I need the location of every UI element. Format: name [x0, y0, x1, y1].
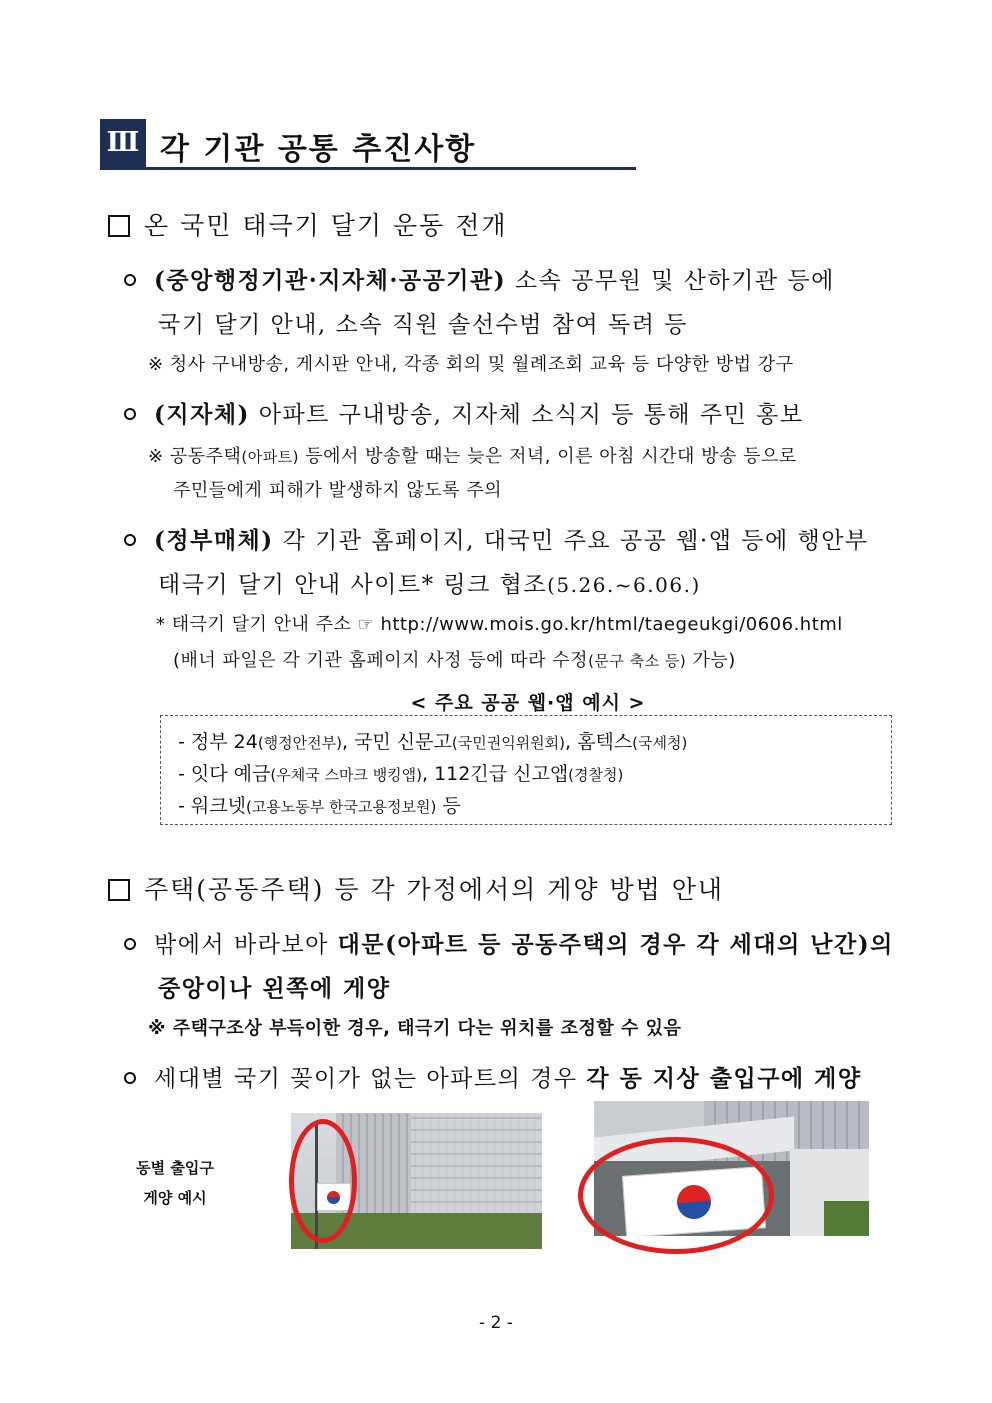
part2-item1-bold-a: 대문(아파트 등 공동주택의 경우 각 세대의 난간)의: [337, 931, 894, 958]
item2-note-a2: (아파트): [241, 448, 300, 466]
part2-item1: [124, 926, 894, 959]
example-segment: (국세청): [632, 734, 688, 752]
checkbox-square-icon: [108, 215, 130, 237]
item1-text-b: 국기 달기 안내, 소속 직원 솔선수범 참여 독려 등: [158, 312, 688, 338]
example-segment: , 홈텍스: [565, 731, 633, 753]
checkbox-square-icon: [108, 879, 130, 901]
section-number: Ⅲ: [100, 119, 146, 167]
highlight-ring-1: [289, 1119, 357, 1243]
part1-item1: [124, 262, 835, 295]
examples-title: < 주요 공공 웹·앱 예시 >: [410, 692, 646, 714]
item3-note-a: * 태극기 달기 안내 주소 ☞ http://www.mois.go.kr/html/taegeukgi/0606.html: [156, 614, 843, 635]
part2-item1-note: ※ 주택구조상 부득이한 경우, 태극기 다는 위치를 조정할 수 있음: [148, 1018, 682, 1039]
part2-item2: [124, 1060, 862, 1093]
item3-lead: (정부매체): [154, 527, 274, 554]
item3-text-b: 태극기 달기 안내 사이트* 링크 협조: [158, 572, 548, 598]
highlight-ring-2: [578, 1137, 774, 1254]
part1-item3: [124, 522, 869, 555]
part2-heading-text: 주택(공동주택) 등 각 가정에서의 게양 방법 안내: [144, 875, 725, 904]
example-segment: (행정안전부): [257, 734, 342, 752]
example-segment: - 정부 24: [178, 731, 258, 753]
bullet-circle-icon: [124, 274, 136, 286]
item3-note-b: [173, 646, 736, 672]
example-segment: - 잇다 예금: [178, 763, 271, 785]
item3-note-b1: (배너 파일은 각 기관 홈페이지 사정 등에 따라 수정: [173, 650, 589, 671]
bullet-circle-icon: [124, 1072, 136, 1084]
item3-note-b3: 가능): [686, 650, 736, 671]
part1-heading-text: 온 국민 태극기 달기 운동 전개: [144, 211, 508, 240]
section-title: 각 기관 공통 추진사항: [160, 132, 477, 167]
item3-note-b2: (문구 축소 등): [588, 652, 687, 670]
item3-text-a: 각 기관 홈페이지, 대국민 주요 공공 웹·앱 등에 행안부: [273, 528, 869, 554]
item2-lead: (지자체): [154, 401, 250, 428]
item3-text-b-line: [158, 566, 701, 599]
section-rule: [100, 167, 636, 170]
part2-item2-text: 세대별 국기 꽂이가 없는 아파트의 경우: [154, 1066, 587, 1092]
part2-heading: [108, 870, 724, 906]
photo-caption-b: 게양 예시: [143, 1189, 207, 1207]
example-segment: - 워크넷: [178, 795, 246, 817]
example-segment: (국민권익위원회): [451, 734, 566, 752]
example-segment: (경찰청): [568, 766, 624, 784]
bullet-circle-icon: [124, 534, 136, 546]
part2-item1-text-a: 밖에서 바라보아: [154, 932, 338, 958]
part2-item2-bold: 각 동 지상 출입구에 게양: [586, 1065, 862, 1092]
examples-line-1: [178, 727, 687, 754]
bullet-circle-icon: [124, 938, 136, 950]
example-segment: , 112긴급 신고앱: [422, 763, 569, 785]
part1-heading: [108, 206, 508, 242]
item1-lead: (중앙행정기관·지자체·공공기관): [154, 267, 507, 294]
example-segment: 등: [436, 795, 461, 817]
item2-note-a1: ※ 공동주택: [148, 446, 242, 467]
item2-note-a3: 등에서 방송할 때는 늦은 저녁, 이른 아침 시간대 방송 등으로: [299, 446, 797, 467]
examples-line-2: [178, 759, 623, 786]
photo-caption-a: 동별 출입구: [136, 1159, 214, 1177]
examples-line-3: [178, 791, 461, 818]
item2-text: 아파트 구내방송, 지자체 소식지 등 통해 주민 홍보: [249, 402, 804, 428]
item2-note-b: 주민들에게 피해가 발생하지 않도록 주의: [173, 480, 502, 501]
item1-note: ※ 청사 구내방송, 게시판 안내, 각종 회의 및 월례조회 교육 등 다양한 방법 강구: [148, 354, 794, 375]
example-segment: , 국민 신문고: [341, 731, 452, 753]
tree: [824, 1201, 869, 1236]
part1-item2: [124, 396, 804, 429]
page-number: - 2 -: [479, 1313, 513, 1333]
part2-item1-bold-b: 중앙이나 왼쪽에 게양: [158, 975, 391, 1002]
item1-text-a: 소속 공무원 및 산하기관 등에: [506, 268, 835, 294]
example-segment: (고용노동부 한국고용정보원): [245, 798, 437, 816]
item2-note-a: [148, 442, 797, 468]
item3-date: (5.26.~6.06.): [547, 573, 701, 597]
bullet-circle-icon: [124, 408, 136, 420]
example-segment: (우체국 스마크 뱅킹앱): [270, 766, 423, 784]
